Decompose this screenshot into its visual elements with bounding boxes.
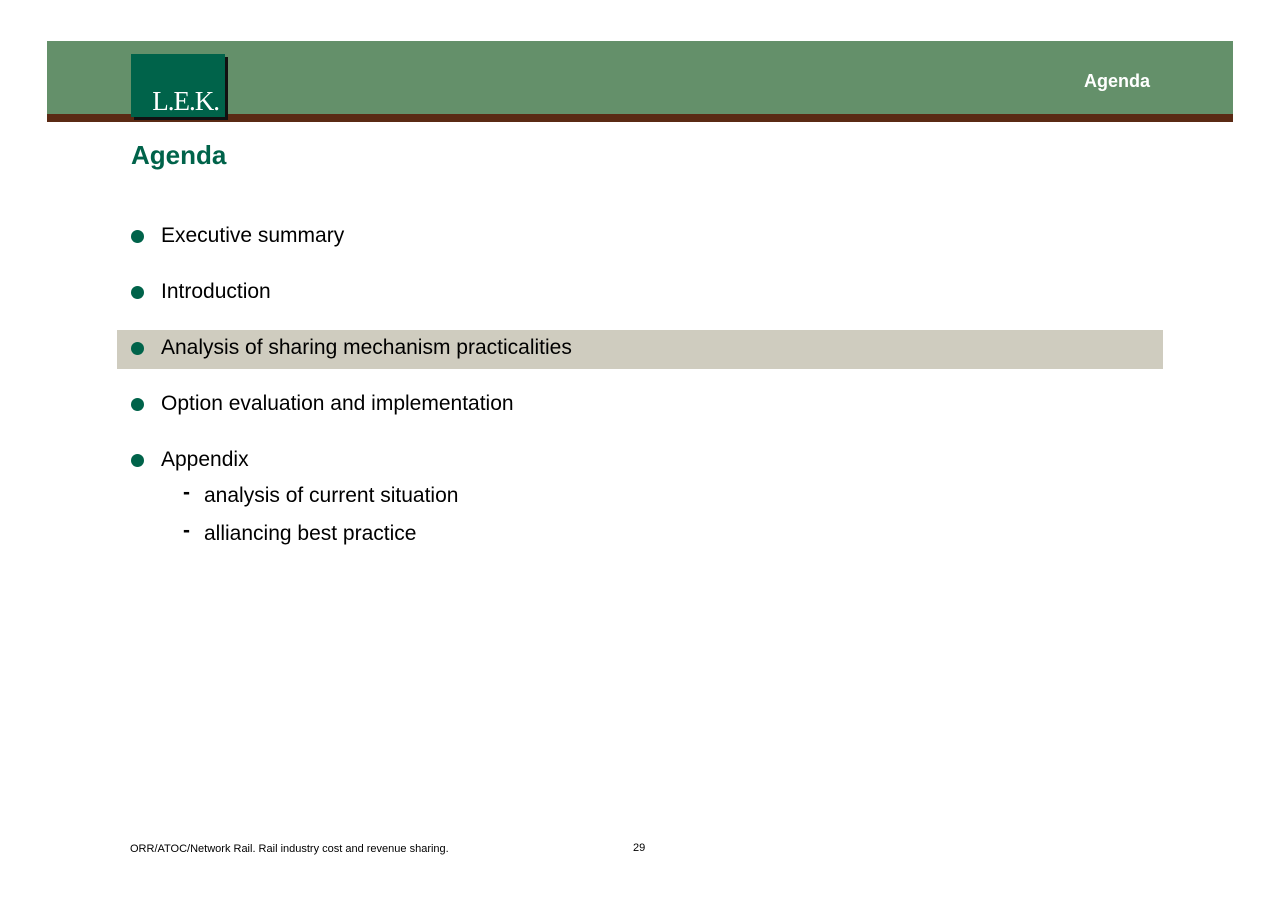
logo-text: L.E.K.: [152, 86, 219, 116]
agenda-item-option-evaluation: [131, 391, 514, 417]
agenda-item-appendix: [131, 447, 249, 473]
dash-icon: -: [183, 519, 190, 542]
agenda-item-label: Appendix: [161, 448, 249, 471]
company-logo: [131, 54, 225, 117]
bullet-icon: [131, 230, 144, 243]
appendix-sub-item-alliancing: [183, 521, 416, 547]
page-number: 29: [633, 842, 646, 854]
sub-item-label: alliancing best practice: [204, 522, 417, 545]
bullet-icon: [131, 454, 144, 467]
bullet-icon: [131, 342, 144, 355]
agenda-item-analysis: [131, 335, 572, 361]
bullet-icon: [131, 286, 144, 299]
page-title: Agenda: [131, 140, 227, 170]
section-label: Agenda: [1083, 71, 1150, 91]
footer-note: ORR/ATOC/Network Rail. Rail industry cost and revenue sharing.: [130, 843, 449, 855]
dash-icon: -: [183, 481, 190, 504]
agenda-item-label: Option evaluation and implementation: [161, 392, 514, 415]
agenda-item-label: Executive summary: [161, 224, 345, 247]
agenda-item-label: Introduction: [161, 280, 271, 303]
bullet-icon: [131, 398, 144, 411]
sub-item-label: analysis of current situation: [204, 484, 459, 507]
agenda-item-label: Analysis of sharing mechanism practicalities: [161, 336, 572, 359]
agenda-item-executive-summary: [131, 223, 344, 249]
agenda-item-introduction: [131, 279, 271, 305]
appendix-sub-item-current-situation: [183, 483, 458, 509]
